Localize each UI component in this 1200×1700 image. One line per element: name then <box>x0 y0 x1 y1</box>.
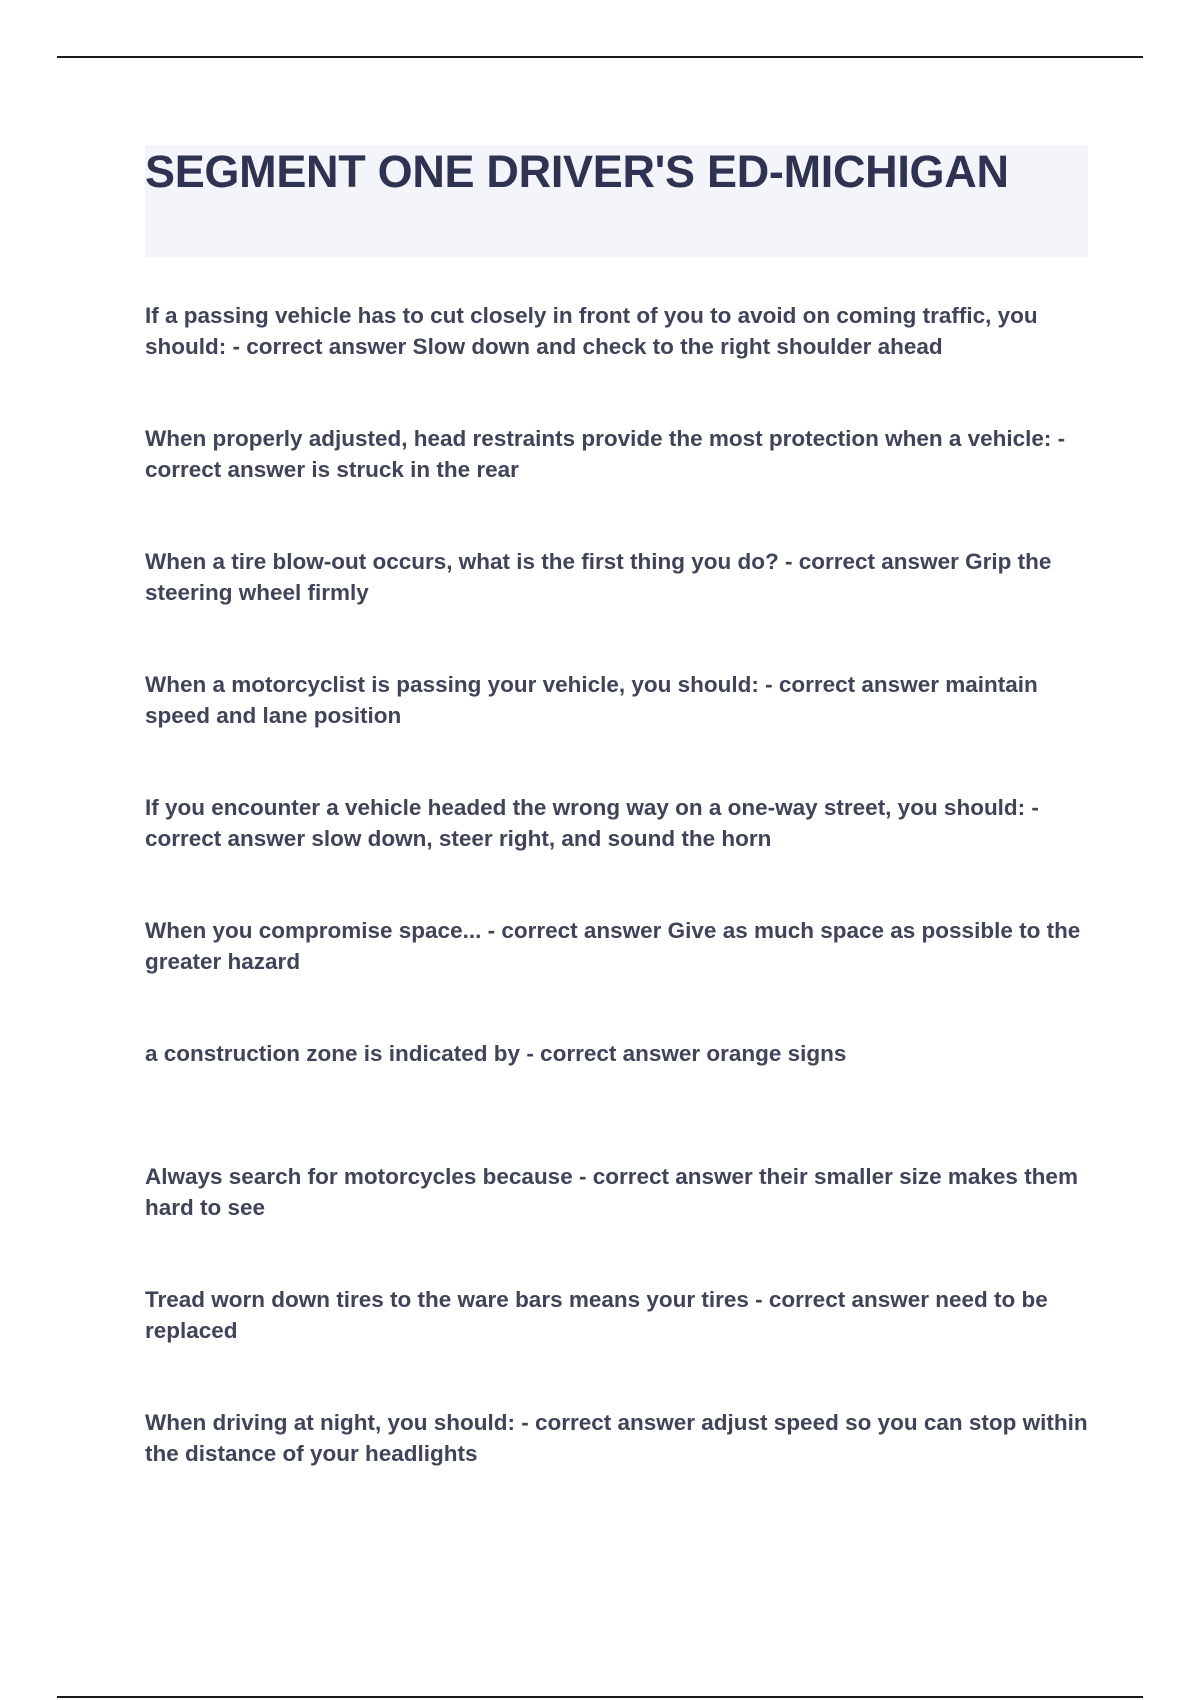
list-item <box>145 1039 1095 1162</box>
qa-text: a construction zone is indicated by - correct answer orange signs <box>145 1041 847 1066</box>
page-bottom-rule <box>57 1696 1143 1698</box>
list-item <box>145 670 1095 793</box>
qa-text: Tread worn down tires to the ware bars means your tires - correct answer need to be replaced <box>145 1287 1048 1343</box>
list-item <box>145 1162 1095 1285</box>
qa-text: When a tire blow-out occurs, what is the first thing you do? - correct answer Grip the steering wheel firmly <box>145 549 1052 605</box>
list-item <box>145 1408 1095 1531</box>
list-item <box>145 916 1095 1039</box>
list-item <box>145 793 1095 916</box>
qa-list <box>145 301 1095 1531</box>
qa-text: If a passing vehicle has to cut closely in front of you to avoid on coming traffic, you should: - correct answer Slow down and check to the right shoulder ahead <box>145 303 1038 359</box>
title-block <box>145 145 1088 257</box>
list-item <box>145 547 1095 670</box>
page-title: SEGMENT ONE DRIVER'S ED-MICHIGAN <box>145 146 1009 197</box>
qa-text: When a motorcyclist is passing your vehicle, you should: - correct answer maintain speed and lane position <box>145 672 1038 728</box>
list-item <box>145 1285 1095 1408</box>
list-item <box>145 424 1095 547</box>
list-item <box>145 301 1095 424</box>
qa-text: When properly adjusted, head restraints provide the most protection when a vehicle: - correct answer is struck in the rear <box>145 426 1066 482</box>
qa-text: If you encounter a vehicle headed the wrong way on a one-way street, you should: - correct answer slow down, steer right, and sound the horn <box>145 795 1039 851</box>
qa-text: Always search for motorcycles because - correct answer their smaller size makes them hard to see <box>145 1164 1078 1220</box>
qa-text: When you compromise space... - correct answer Give as much space as possible to the greater hazard <box>145 918 1081 974</box>
page-top-rule <box>57 56 1143 58</box>
qa-text: When driving at night, you should: - correct answer adjust speed so you can stop within the distance of your headlights <box>145 1410 1088 1466</box>
